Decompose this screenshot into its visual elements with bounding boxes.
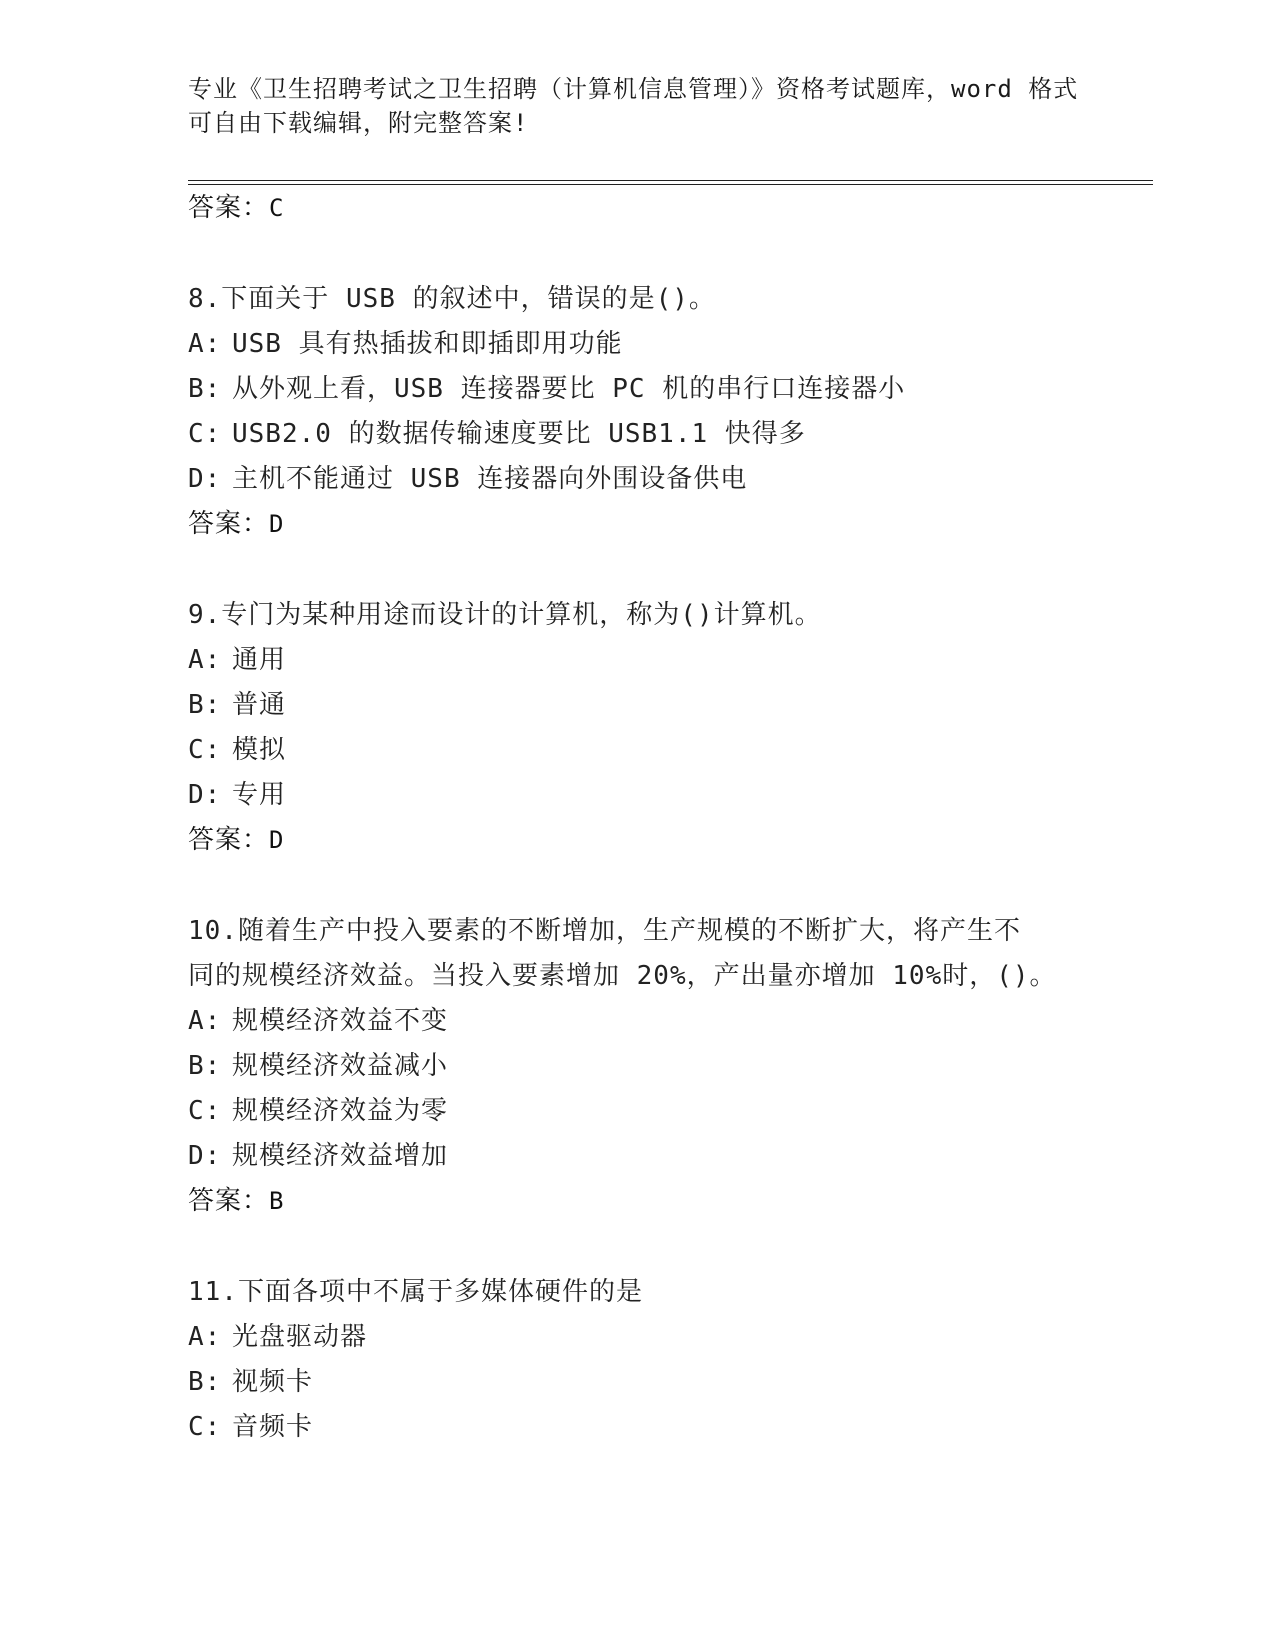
option-letter: A: [188, 645, 222, 675]
option-a [188, 322, 1128, 367]
option-text: 规模经济效益为零 [232, 1096, 449, 1126]
option-letter: C: [188, 735, 222, 765]
answer-line [188, 818, 1128, 863]
document-header [188, 72, 1088, 140]
option-letter: D: [188, 1141, 222, 1171]
option-text: 模拟 [232, 735, 287, 765]
option-letter: A: [188, 329, 222, 359]
answer-label: 答案： [188, 825, 270, 855]
option-text: 通用 [232, 645, 287, 675]
option-text: 专用 [232, 780, 287, 810]
question-8 [188, 277, 1128, 547]
option-text: 音频卡 [232, 1412, 314, 1442]
option-d [188, 773, 1128, 818]
option-letter: C: [188, 1096, 222, 1126]
option-b [188, 367, 1128, 412]
question-stem: 11.下面各项中不属于多媒体硬件的是 [188, 1277, 643, 1307]
option-text: 规模经济效益不变 [232, 1006, 449, 1036]
question-10 [188, 909, 1128, 1224]
option-letter: B: [188, 690, 222, 720]
answer-value: B [269, 1187, 285, 1215]
option-c [188, 1405, 1128, 1450]
option-letter: A: [188, 1006, 222, 1036]
option-letter: B: [188, 1051, 222, 1081]
answer-value: C [269, 194, 285, 222]
option-a [188, 1315, 1128, 1360]
option-text: 规模经济效益增加 [232, 1141, 449, 1171]
answer-label: 答案： [188, 193, 270, 223]
option-a [188, 999, 1128, 1044]
option-a [188, 638, 1128, 683]
option-letter: B: [188, 1367, 222, 1397]
option-text: 主机不能通过 USB 连接器向外围设备供电 [232, 464, 748, 494]
question-stem-line-2: 同的规模经济效益。当投入要素增加 20%，产出量亦增加 10%时，()。 [188, 961, 1057, 991]
header-line-2: 可自由下载编辑，附完整答案! [188, 109, 529, 137]
option-text: USB2.0 的数据传输速度要比 USB1.1 快得多 [232, 419, 806, 449]
option-c [188, 1089, 1128, 1134]
option-letter: D: [188, 780, 222, 810]
option-letter: D: [188, 464, 222, 494]
answer-line [188, 502, 1128, 547]
option-text: 视频卡 [232, 1367, 314, 1397]
option-letter: C: [188, 419, 222, 449]
answer-line [188, 1179, 1128, 1224]
question-9 [188, 593, 1128, 863]
answer-value: D [269, 510, 285, 538]
header-divider [188, 180, 1153, 185]
option-text: 规模经济效益减小 [232, 1051, 449, 1081]
answer-value: D [269, 826, 285, 854]
question-stem: 8.下面关于 USB 的叙述中，错误的是()。 [188, 284, 716, 314]
answer-label: 答案： [188, 509, 270, 539]
option-b [188, 683, 1128, 728]
question-stem-line-1: 10.随着生产中投入要素的不断增加，生产规模的不断扩大，将产生不 [188, 916, 1021, 946]
option-letter: A: [188, 1322, 222, 1352]
question-11 [188, 1270, 1128, 1450]
option-letter: B: [188, 374, 222, 404]
option-letter: C: [188, 1412, 222, 1442]
option-text: 普通 [232, 690, 287, 720]
question-stem: 9.专门为某种用途而设计的计算机，称为()计算机。 [188, 600, 822, 630]
answer-line [188, 186, 1128, 231]
option-b [188, 1044, 1128, 1089]
option-d [188, 457, 1128, 502]
option-text: 光盘驱动器 [232, 1322, 368, 1352]
option-text: 从外观上看，USB 连接器要比 PC 机的串行口连接器小 [232, 374, 906, 404]
option-text: USB 具有热插拔和即插即用功能 [232, 329, 623, 359]
option-b [188, 1360, 1128, 1405]
option-c [188, 412, 1128, 457]
option-d [188, 1134, 1128, 1179]
option-c [188, 728, 1128, 773]
answer-label: 答案： [188, 1186, 270, 1216]
question-list [188, 186, 1128, 1450]
header-line-1: 专业《卫生招聘考试之卫生招聘（计算机信息管理）》资格考试题库，word 格式 [188, 75, 1079, 103]
